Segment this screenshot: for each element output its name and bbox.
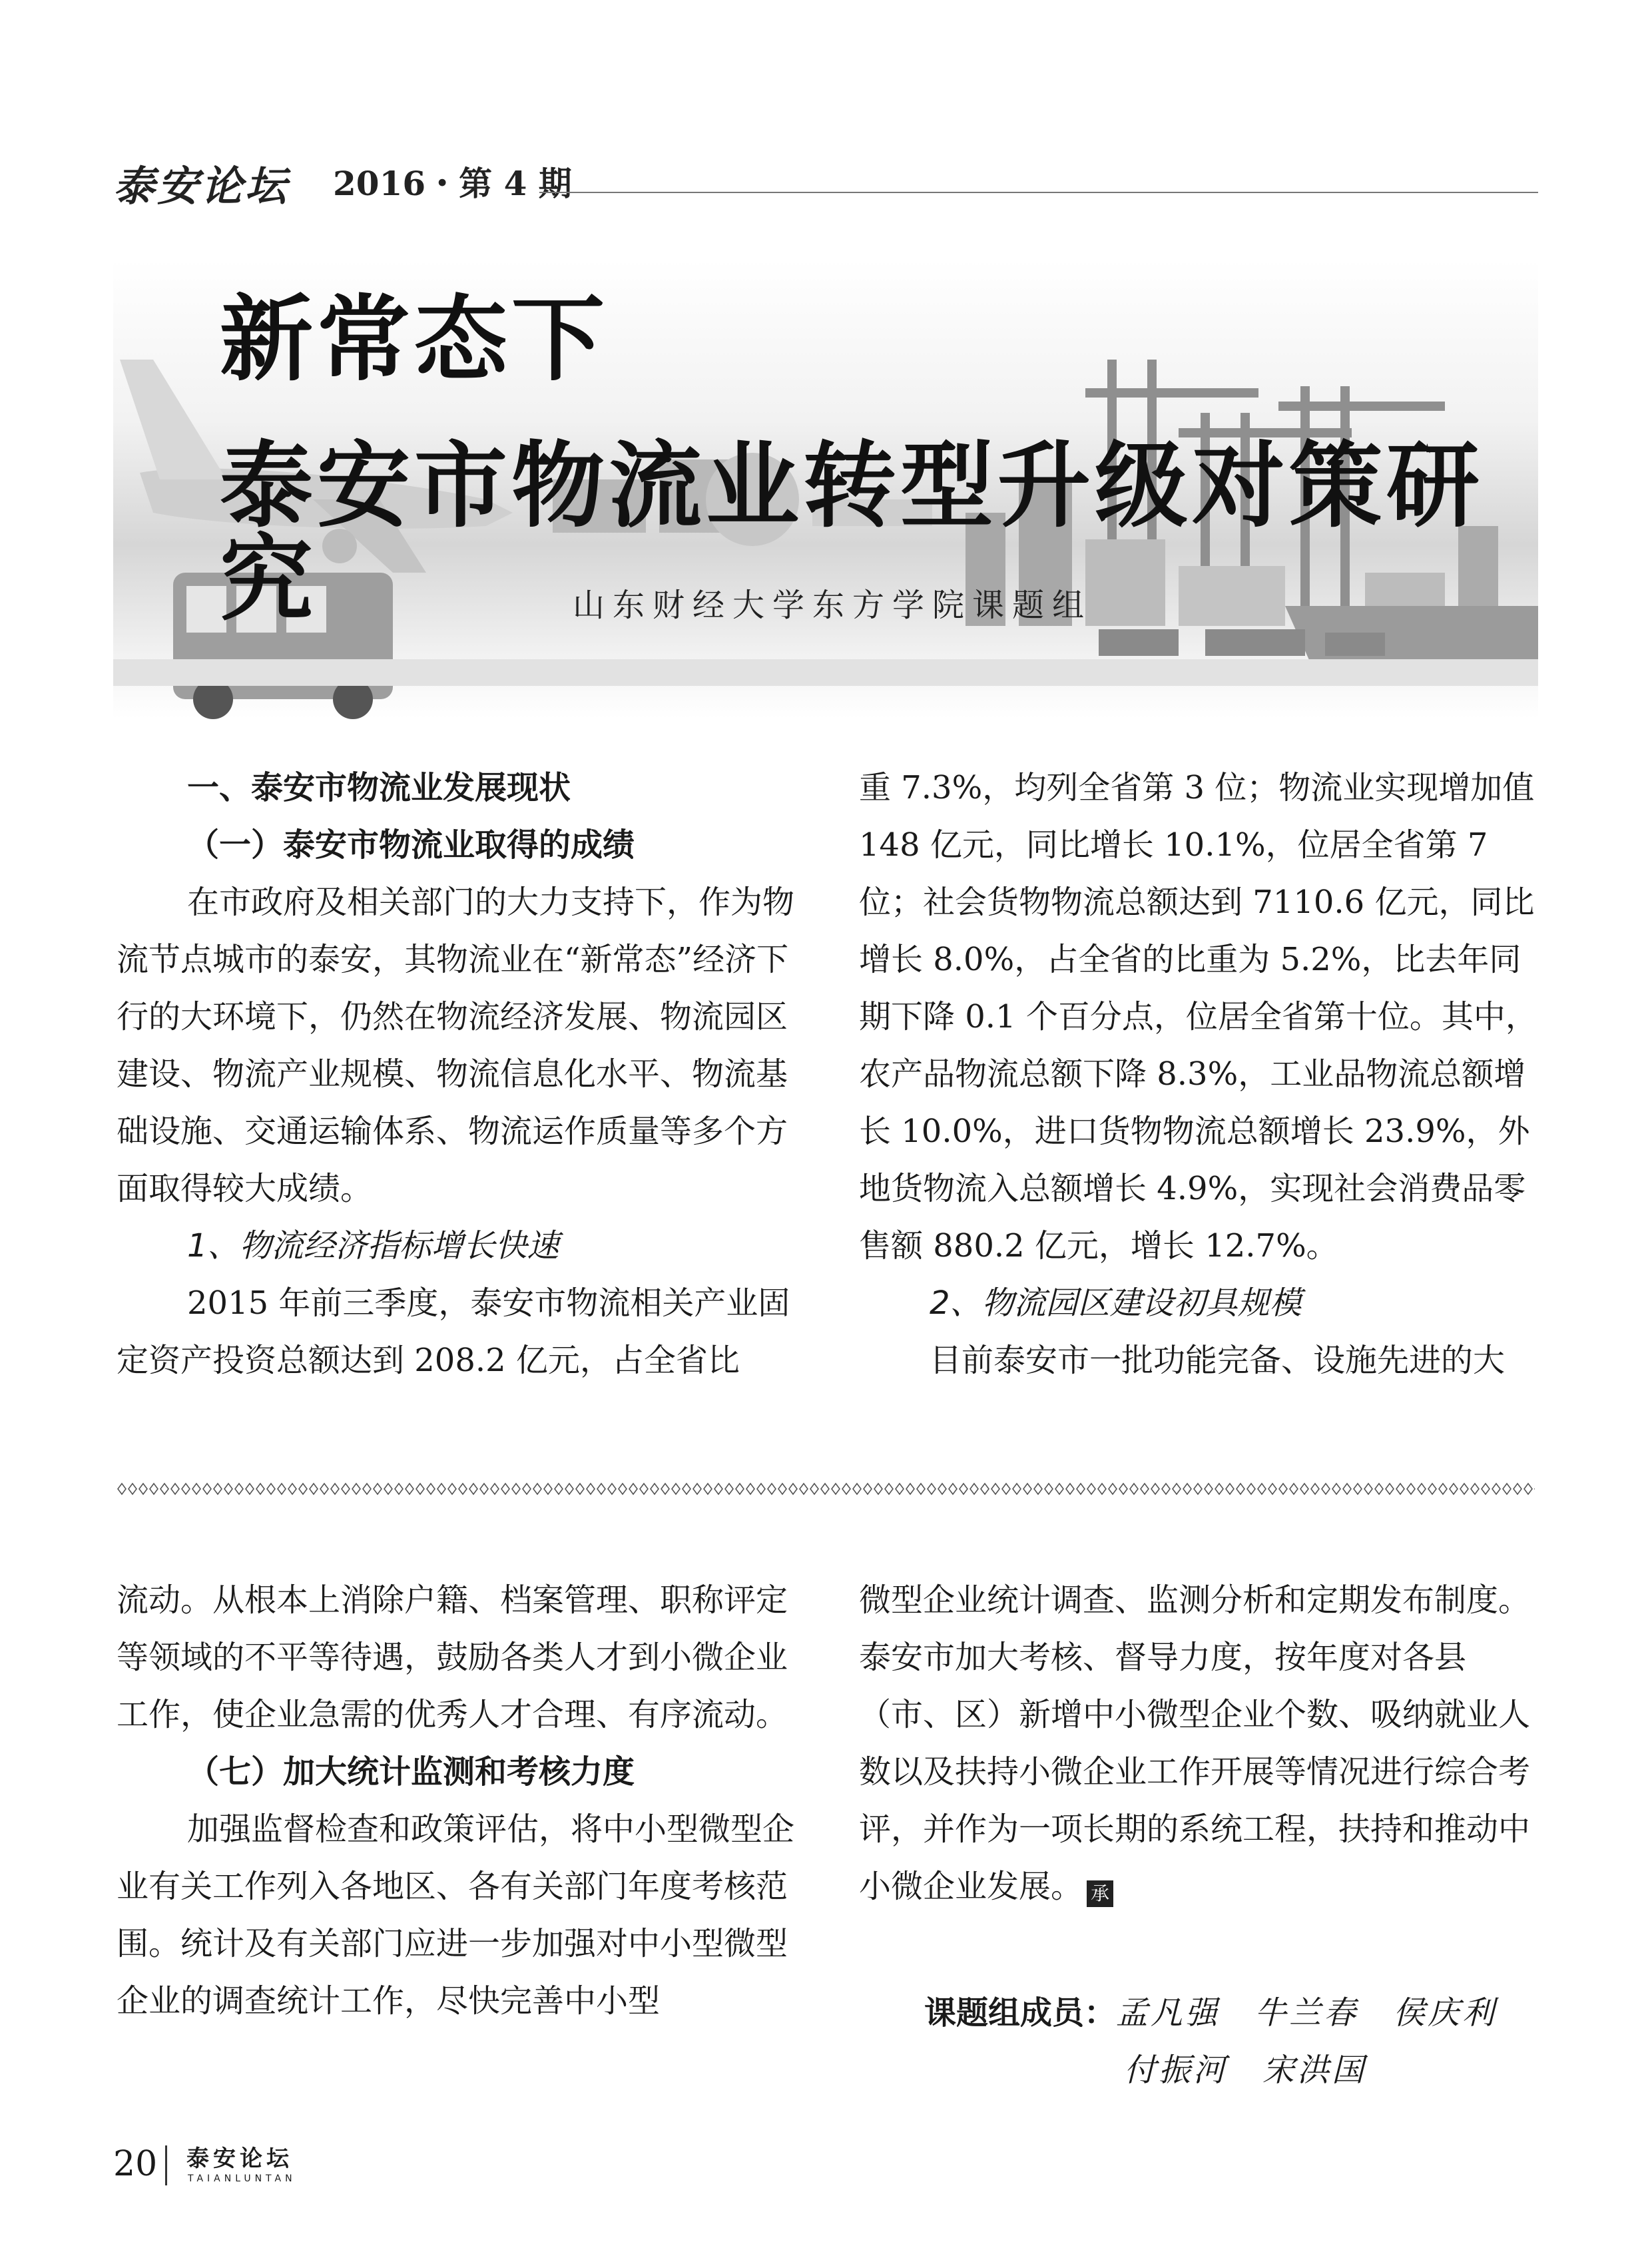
paragraph: 重 7.3%，均列全省第 3 位；物流业实现增加值 148 亿元，同比增长 10.1%，位居全省第 7 位；社会货物物流总额达到 7110.6 亿元，同比增长 8.0%，占全省的比重为 5.2%，比去年同期下降 0.1 个百分点，位居全省第十位。其中，农产品物流总额下降 8.3%，工业品物流总额增长 10.0%，进口货物物流总额增长 23.9%，外地货物流入总额增长 4.9%，实现社会消费品零售额 880.2 亿元，增长 12.7%。 (859, 769, 1537, 1264)
trucks-graphic (1099, 629, 1385, 656)
page-number: 20 (113, 2144, 158, 2184)
header-rule (539, 192, 1538, 193)
footer-journal-name: 泰安论坛 (186, 2145, 293, 2172)
lower-right-column (859, 1571, 1541, 1915)
end-mark-icon: 承 (1087, 1880, 1113, 1907)
footer-pinyin: TAIANLUNTAN (188, 2173, 296, 2184)
paragraph: 在市政府及相关部门的大力支持下，作为物流节点城市的泰安，其物流业在“新常态”经济下行的大环境下，仍然在物流经济发展、物流园区建设、物流产业规模、物流信息化水平、物流基础设施、交通运输体系、物流运作质量等多个方面取得较大成绩。 (117, 884, 795, 1207)
subsection-heading: （一）泰安市物流业取得的成绩 (187, 826, 635, 864)
lower-left-column (117, 1571, 799, 2030)
title-line-2: 泰安市物流业转型升级对策研究 (220, 431, 1484, 634)
point-heading: 1、物流经济指标增长快速 (187, 1227, 559, 1264)
research-group-members (924, 1984, 1498, 2089)
title-line-1: 新常态下 (220, 285, 609, 394)
paragraph: 微型企业统计调查、监测分析和定期发布制度。泰安市加大考核、督导力度，按年度对各县（市、区）新增中小微型企业个数、吸纳就业人数以及扶持小微企业工作开展等情况进行综合考评，并作为一项长期的系统工程，扶持和推动中小微企业发展。 承 (859, 1571, 1541, 1915)
paragraph: 2015 年前三季度，泰安市物流相关产业固定资产投资总额达到 208.2 亿元，占全省比 (117, 1284, 790, 1379)
point-heading: 2、物流园区建设初具规模 (930, 1284, 1302, 1322)
journal-logo: 泰安论坛 (113, 162, 290, 210)
footer-separator (165, 2145, 167, 2185)
paragraph: 流动。从根本上消除户籍、档案管理、职称评定等领域的不平等待遇，鼓励各类人才到小微企业工作，使企业急需的优秀人才合理、有序流动。 (117, 1581, 788, 1733)
title-banner (113, 260, 1538, 719)
members-names-line-2: 付振河 宋洪国 (1124, 2052, 1367, 2089)
page-footer (113, 2139, 446, 2192)
issue-number: 2016・第 4 期 (333, 164, 572, 203)
members-label: 课题组成员： (924, 1994, 1117, 2032)
byline: 山东财经大学东方学院课题组 (573, 587, 1093, 624)
running-header (113, 153, 1538, 210)
section-heading: 一、泰安市物流业发展现状 (187, 769, 571, 806)
members-names: 孟凡强 牛兰春 侯庆利 (1116, 1994, 1498, 2032)
subsection-heading: （七）加大统计监测和考核力度 (187, 1753, 635, 1791)
upper-right-column (859, 759, 1541, 1389)
paragraph: 加强监督检查和政策评估，将中小型微型企业有关工作列入各地区、各有关部门年度考核范围。统计及有关部门应进一步加强对中小型微型企业的调查统计工作，尽快完善中小型 (117, 1811, 795, 2020)
diamond-divider (117, 1481, 1535, 1497)
paragraph: 目前泰安市一批功能完备、设施先进的大 (930, 1342, 1506, 1379)
upper-left-column (117, 759, 799, 1389)
